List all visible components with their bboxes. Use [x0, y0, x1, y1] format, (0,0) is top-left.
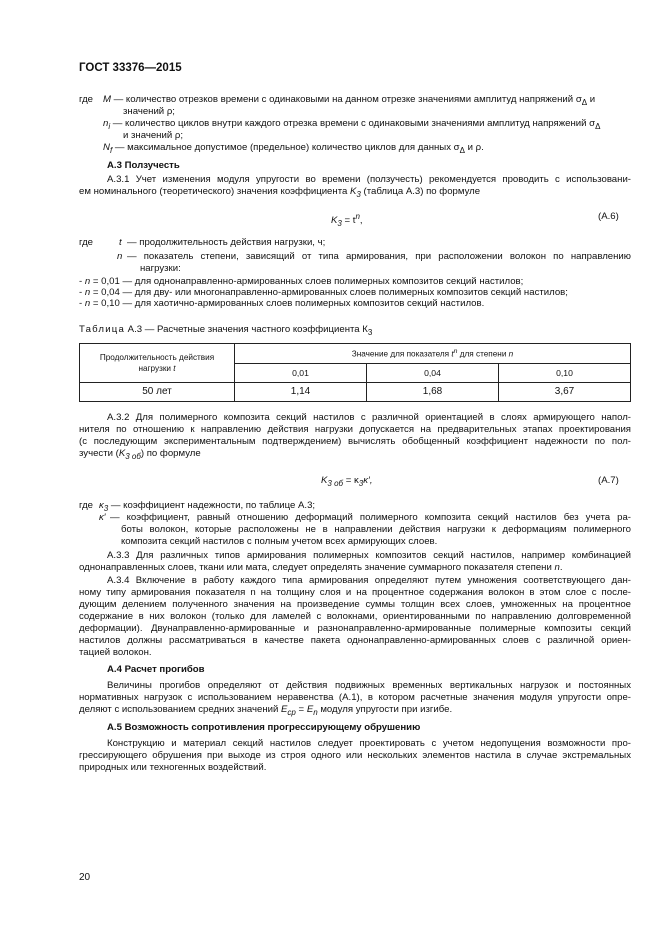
var-m: M: [103, 94, 111, 105]
a34-line5: деформации). Двунаправленно-армированные и разнонаправленно-армированные полимерные композиты секций: [79, 623, 631, 634]
table-subhead-004: 0,04: [367, 364, 499, 383]
section-a4-title: А.4 Расчет прогибов: [107, 664, 205, 675]
list-item-n-004: - n = 0,04 — для дву- или многонаправленно-армированных слоев полимерных композитов секций настилов;: [79, 287, 568, 298]
definition-kprime-line2: боты волокон, которые расположены не в направлении действия нагрузки к деформациям полимерного: [121, 524, 631, 535]
list-item-n-001: - n = 0,01 — для однонаправленно-армированных слоев полимерных композитов секций настилов;: [79, 276, 524, 287]
a5-line2: грессирующего обрушения при выходе из строя одного или нескольких элементов настила в случае экстремальных: [79, 750, 631, 761]
formula-a7: $K_{3 об} = \kappa_3\kappa'$,: [321, 475, 373, 488]
table-cell-114: 1,14: [235, 383, 367, 402]
a4-line2: нормативных нагрузок с использованием неравенства (А.1), в котором расчетные значения модуля упругости опре-: [79, 692, 631, 703]
a34-line7: тацией волокон.: [79, 647, 152, 658]
definition-kprime-var: κ′: [99, 512, 106, 523]
a34-line4: содержание в них волокон (только для ламелей с волокнами, ориентированными по направлению долговременной: [79, 611, 631, 622]
definition-kprime-line1: — коэффициент, равный отношению деформаций полимерного композита секций настилов без учета ра-: [110, 512, 631, 523]
table-col-head-duration: Продолжительность действия нагрузки t: [80, 344, 235, 383]
a32-line3: (с последующим экспериментальным подтверждением) вычислять обобщенный коэффициент надежности по пол-: [79, 436, 631, 447]
formula-a6-number: (А.6): [598, 211, 619, 222]
table-row-label: 50 лет: [80, 383, 235, 402]
definition-m: M — количество отрезков времени с одинаковыми на данном отрезке значениями амплитуд напряжений $\sigma_\Delta$ и: [103, 94, 596, 107]
a34-line1: А.3.4 Включение в работу каждого типа армирования определяют путем умножения соответствующего дан-: [107, 575, 631, 586]
a4-line3: деляют с использованием средних значений $E_{ср} = E_n$ модуля упругости при изгибе.: [79, 704, 453, 717]
definition-n: [117, 251, 122, 264]
table-cell-168: 1,68: [367, 383, 499, 402]
list-item-n-010: - n = 0,10 — для хаотично-армированных слоев полимерных композитов секций настилов.: [79, 298, 485, 309]
a5-line3: природных или техногенных воздействий.: [79, 762, 267, 773]
definition-kprime-line3: композита секций настилов с полным учетом всех армирующих слоев.: [121, 536, 438, 547]
a34-line2: ному типу армирования показателя n на толщину слоя и на процентное содержания волокон в этом слое с после-: [79, 587, 631, 598]
a32-line1: А.3.2 Для полимерного композита секций настилов с различной ориентацией в слоях армирующего напол-: [107, 412, 631, 423]
definition-t: [119, 237, 122, 250]
formula-a6: $K_3 = t^n$,: [331, 212, 363, 229]
definition-nf: $N_f$ — максимальное допустимое (предельное) количество циклов для данных $\sigma_\Delta$ и ρ.: [103, 142, 484, 155]
a34-line3: дующим делением полученного значения на произведение суммы толщин всех слоев, умноженных на процентное: [79, 599, 631, 610]
a32-line2: нителя по отношению к направлению действия нагрузки допускается на предварительных этапах проектирования: [79, 424, 631, 435]
a33-line1: А.3.3 Для различных типов армирования полимерных композитов секций настилов, например комбинацией: [107, 550, 631, 561]
definition-m-cont: значений ρ;: [123, 106, 175, 117]
page-number: 20: [79, 872, 91, 883]
definition-ni-cont: и значений ρ;: [123, 130, 183, 141]
a31-line1: А.3.1 Учет изменения модуля упругости во времени (ползучесть) рекомендуется проводить с использовани-: [107, 174, 631, 185]
a34-line6: настилов должны рассматриваться в качестве пакета однонаправленно-армированных слоев с различной ориен-: [79, 635, 631, 646]
coefficient-table: [79, 343, 631, 402]
where-label-2: где: [79, 237, 94, 248]
a5-line1: Конструкцию и материал секций настилов следует проектировать с учетом недопущения возможности про-: [107, 738, 631, 749]
a4-line1: Величины прогибов определяют от действия подвижных временных вертикальных нагрузок и постоянных: [107, 680, 631, 691]
section-a3-title: А.3 Ползучесть: [107, 160, 180, 171]
a32-line4: зучести $(K_{3 об})$ по формуле: [79, 448, 201, 461]
definition-ni: $n_i$ — количество циклов внутри каждого отрезка времени с одинаковыми значениями амплитуд напряжений $\sigma_\Delta$: [103, 118, 601, 131]
var-n: n: [117, 251, 123, 262]
table-subhead-010: 0,10: [499, 364, 631, 383]
definition-k3: $\kappa_3$ — коэффициент надежности, по таблице А.3;: [99, 500, 316, 513]
var-t: t: [119, 237, 122, 248]
var-ni: $n_i$: [103, 118, 111, 131]
a33-line2: однонаправленных слоев, ткани или мата, следует определять значение суммарного показателя степени n.: [79, 562, 563, 573]
definition-t-text: — продолжительность действия нагрузки, ч;: [127, 237, 326, 248]
table-caption: Таблица А.3 — Расчетные значения частного коэффициента $К_3$: [79, 324, 373, 337]
a31-line2: ем номинального (теоретического) значения коэффициента $K_3$ (таблица А.3) по формуле: [79, 186, 481, 199]
definition-n-cont: нагрузки:: [140, 263, 181, 274]
table-cell-367: 3,67: [499, 383, 631, 402]
where-label-3: где: [79, 500, 94, 511]
var-nf: $N_f$: [103, 142, 113, 155]
table-group-head: Значение для показателя $t^n$ для степени n: [235, 344, 631, 364]
page-header: ГОСТ 33376—2015: [79, 62, 182, 74]
formula-a7-number: (А.7): [598, 475, 619, 486]
definition-n-text: — показатель степени, зависящий от типа армирования, при расположении волокон по направлению: [127, 251, 631, 262]
table-subhead-001: 0,01: [235, 364, 367, 383]
section-a5-title: А.5 Возможность сопротивления прогрессирующему обрушению: [107, 722, 421, 733]
where-label: где: [79, 94, 94, 105]
